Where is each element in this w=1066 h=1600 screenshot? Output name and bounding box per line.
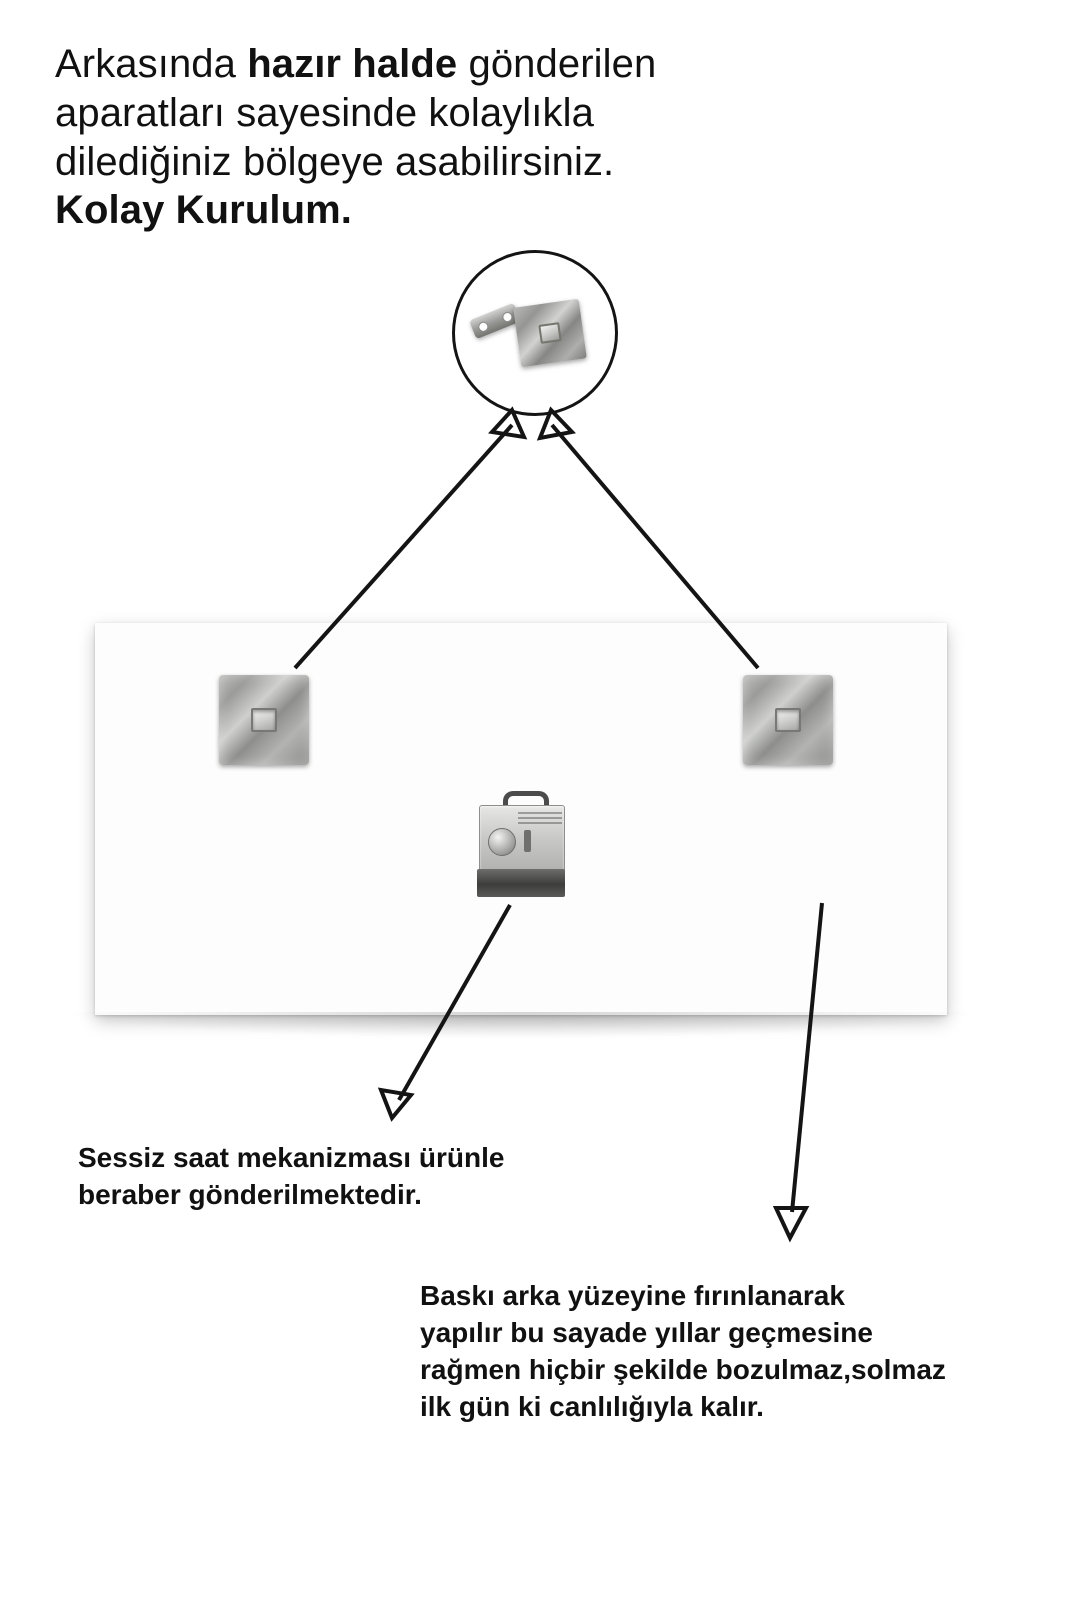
mechanism-body xyxy=(479,805,565,873)
headline-text-b: hazır halde xyxy=(247,42,458,86)
mechanism-label-marks xyxy=(518,812,562,826)
page-headline xyxy=(55,40,855,235)
hanger-detail-zoom xyxy=(452,250,618,416)
mechanism-dial-icon xyxy=(488,828,516,856)
headline-text-a: Arkasında xyxy=(55,42,248,86)
caption-mechanism xyxy=(78,1140,678,1214)
metal-hanger-plate-icon xyxy=(513,299,587,368)
caption-print-line-2: yapılır bu sayade yıllar geçmesine xyxy=(420,1316,873,1348)
hanger-plate-right xyxy=(743,675,833,765)
headline-line-4: Kolay Kurulum. xyxy=(55,188,352,233)
caption-print-line-1: Baskı arka yüzeyine fırınlanarak xyxy=(420,1280,845,1311)
caption-mechanism-line-2: beraber gönderilmektedir. xyxy=(78,1178,422,1210)
hanger-plate-left xyxy=(219,675,309,765)
headline-line-1 xyxy=(55,40,855,89)
caption-print-line-4: ilk gün ki canlılığıyla kalır. xyxy=(420,1390,764,1422)
headline-line-3: dilediğiniz bölgeye asabilirsiniz. xyxy=(55,139,615,184)
headline-text-c: gönderilen xyxy=(457,42,657,86)
caption-mechanism-line-1: Sessiz saat mekanizması ürünle xyxy=(78,1142,505,1173)
canvas-back-panel xyxy=(95,623,947,1015)
clock-mechanism xyxy=(475,791,567,901)
mechanism-battery-base xyxy=(477,869,565,897)
mechanism-shaft-icon xyxy=(524,830,531,852)
headline-line-2: aparatları sayesinde kolaylıkla xyxy=(55,90,594,135)
caption-print-line-3: rağmen hiçbir şekilde bozulmaz,solmaz xyxy=(420,1353,946,1385)
caption-print xyxy=(420,1278,980,1426)
panel-drop-shadow xyxy=(72,1012,968,1038)
